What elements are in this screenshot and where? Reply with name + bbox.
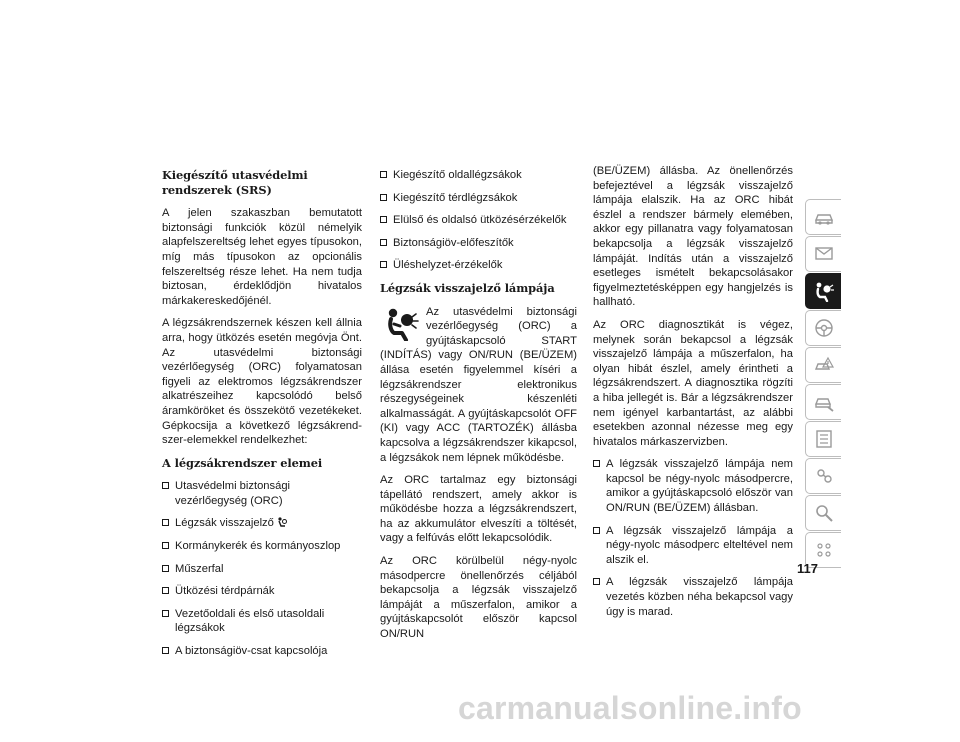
section-title-srs: Kiegészítő utasvédelmi rendszerek (SRS) [162, 168, 308, 197]
warning-car-icon [813, 354, 835, 376]
steering-wheel-icon [813, 317, 835, 339]
bullet-box-icon [162, 542, 169, 549]
bullet-box-icon [162, 565, 169, 572]
bullet-box-icon [380, 239, 387, 246]
subsection-title-airbag-elements: A légzsákrendszer elemei [162, 455, 323, 470]
bullet-box-icon [380, 261, 387, 268]
bullet-box-icon [380, 171, 387, 178]
list-item: Műszerfal [162, 562, 362, 577]
list-item: Biztonságiöv-előfeszítők [380, 236, 577, 251]
bullet-box-icon [380, 216, 387, 223]
watermark: carmanualsonline.info [458, 690, 802, 726]
list-item: Utasvédelmi biztonsági vezérlőegység (ORC) [162, 479, 362, 508]
paragraph: A jelen szakaszban bemutatott biztonsági funkciók közül némelyik alapfelszereltség lehet egyes típusokon, míg más típusokon az opcionális felszereltség része lehet. Ha nem tudja biztosan, érdeklődjön hivatalos márkakereskedőjénél. [162, 207, 362, 307]
car-service-icon [813, 391, 835, 413]
bullet-box-icon [593, 578, 600, 585]
tab-search[interactable] [805, 495, 841, 531]
bullet-box-icon [162, 587, 169, 594]
bullet-box-icon [593, 527, 600, 534]
paragraph: A légzsákrendszernek készen kell állnia arra, hogy ütközés esetén megóvja Önt. Az utasvédelmi biztonsági vezérlőegység (ORC) folyamatosan figyeli az elektromos légzsákrendszer alkatrészeihez kapcsolódó belső áramköröket és összekötő vezetékeket. Gépkocsija a következő légzsákrendszer-elemekkel rendelkezhet: [162, 317, 362, 447]
bullet-box-icon [162, 610, 169, 617]
paragraph: Az utasvédelmi biztonsági vezérlőegység (ORC) a gyújtáskapcsoló START (INDÍTÁS) vagy ON/RUN (BE/ÜZEM) állása esetén figyelemmel kíséri a légzsákrendszer elektronikus részegységeinek készenléti alkalmasságát. A gyújtáskapcsolót OFF (KI) vagy ACC (TARTOZÉK) állásba kapcsolva a légzsákrendszer kikapcsol, a légzsákok nem lépnek működésbe. [380, 305, 577, 464]
search-icon [813, 502, 835, 524]
mail-icon [813, 243, 835, 265]
list-icon [813, 428, 835, 450]
list-item: A légzsák visszajelző lámpája vezetés közben néha bekapcsol vagy úgy is marad. [593, 575, 793, 619]
tab-car[interactable] [805, 199, 841, 235]
list-item: Kormánykerék és kormányoszlop [162, 539, 362, 554]
list-item: Elülső és oldalsó ütközésérzékelők [380, 213, 577, 228]
column-2 [380, 168, 577, 650]
index-icon [813, 539, 835, 561]
list-item: Légzsák visszajelző [162, 516, 362, 531]
tab-tools[interactable] [805, 458, 841, 494]
bullet-box-icon [162, 647, 169, 654]
list-item: Ütközési térdpárnák [162, 584, 362, 599]
bullet-box-icon [162, 482, 169, 489]
car-icon [813, 206, 835, 228]
list-item: Vezetőoldali és első utasoldali légzsákok [162, 607, 362, 636]
paragraph: Az ORC diagnosztikát is végez, melynek során bekapcsol a légzsák visszajelző lámpája a műszerfalon, ha olyan hibát észlel, amely érintheti a légzsákrendszert. A diagnosztika rögzíti a hiba jellegét is. Bár a légzsákrendszer nem igényel karbantartást, az alábbi esetekben azonnal nézesse meg egy hivatalos márkaszervizben. [593, 318, 793, 448]
tab-car-service[interactable] [805, 384, 841, 420]
column-3 [593, 164, 793, 627]
list-item: A légzsák visszajelző lámpája nem kapcsol be négy-nyolc másodpercre, amikor a gyújtáskapcsoló először van ON/RUN (BE/ÜZEM) állásban. [593, 457, 793, 515]
airbag-warning-block [380, 305, 577, 474]
paragraph: Az ORC körülbelül négy-nyolc másodpercre önellenőrzés céljából bekapcsolja a légzsák visszajelző lámpáját a műszerfalon, amikor a gyújtáskapcsolót először kapcsol ON/RUN [380, 555, 577, 641]
tab-list[interactable] [805, 421, 841, 457]
paragraph: (BE/ÜZEM) állásba. Az önellenőrzés befejeztével a légzsák visszajelző lámpája elalszik. Ha az ORC hibát észlel a rendszer bármely elemében, akkor egy pillanatra vagy folyamatosan bekapcsolja a légzsák visszajelző lámpáját. Indítás után a visszajelző esetleges ismételt bekapcsolásakor figyelmeztetésképpen egy hangjelzés is hallható. [593, 165, 793, 309]
section-title-airbag-light: Légzsák visszajelző lámpája [380, 280, 555, 295]
paragraph: Az ORC tartalmaz egy biztonsági tápellátó rendszert, amely akkor is működésbe hozza a légzsákrendszert, ha az akkumulátor elveszíti a töltését, vagy a felfúvás előtt lekapcsolódik. [380, 474, 577, 545]
tools-icon [813, 465, 835, 487]
airbag-warning-icon [384, 307, 420, 341]
bullet-box-icon [593, 460, 600, 467]
bullet-box-icon [380, 194, 387, 201]
tab-airbag[interactable] [805, 273, 841, 309]
list-item: Üléshelyzet-érzékelők [380, 258, 577, 273]
airbag-icon [813, 280, 835, 302]
airbag-small-icon [277, 517, 287, 528]
list-item: A légzsák visszajelző lámpája a négy-nyolc másodperc elteltével nem alszik el. [593, 524, 793, 568]
chapter-tabs [805, 199, 841, 569]
list-item: A biztonságiöv-csat kapcsolója [162, 644, 362, 659]
bullet-box-icon [162, 519, 169, 526]
tab-warning-car[interactable] [805, 347, 841, 383]
list-item: Kiegészítő oldallégzsákok [380, 168, 577, 183]
tab-mail[interactable] [805, 236, 841, 272]
tab-steering[interactable] [805, 310, 841, 346]
list-item: Kiegészítő térdlégzsákok [380, 191, 577, 206]
page-number: 117 [797, 561, 818, 576]
column-1 [162, 168, 362, 667]
